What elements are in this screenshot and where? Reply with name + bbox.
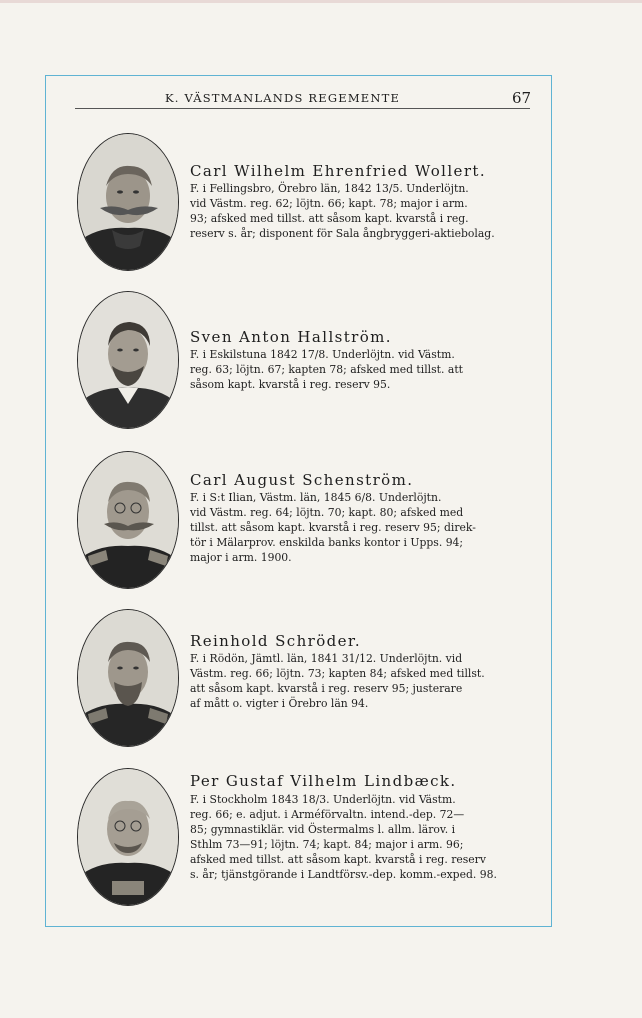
bio-line: tör i Mälarprov. enskilda banks kontor i Upps. 94;	[190, 536, 464, 549]
portrait-photo	[77, 133, 179, 271]
portrait-photo	[77, 609, 179, 747]
running-header-title: K. VÄSTMANLANDS REGEMENTE	[165, 91, 401, 105]
person-name: Carl August Schenström.	[190, 471, 414, 489]
bio-line: major i arm. 1900.	[190, 551, 292, 564]
bio-line: reg. 66; e. adjut. i Arméförvaltn. intend.-dep. 72—	[190, 808, 465, 821]
header-rule	[75, 108, 530, 109]
portrait-photo-icon	[78, 292, 178, 428]
person-name: Reinhold Schröder.	[190, 632, 361, 650]
bio-line: F. i Rödön, Jämtl. län, 1841 31/12. Underlöjtn. vid	[190, 652, 463, 665]
bio-line: F. i Stockholm 1843 18/3. Underlöjtn. vid Västm.	[190, 793, 456, 806]
bio-line: F. i Fellingsbro, Örebro län, 1842 13/5. Underlöjtn.	[190, 182, 469, 195]
bio-line: F. i S:t Ilian, Västm. län, 1845 6/8. Underlöjtn.	[190, 491, 442, 504]
portrait-photo	[77, 768, 179, 906]
portrait-photo	[77, 451, 179, 589]
person-name: Per Gustaf Vilhelm Lindbæck.	[190, 772, 457, 790]
biography-text	[190, 347, 532, 392]
bio-line: såsom kapt. kvarstå i reg. reserv 95.	[190, 378, 391, 391]
bio-line: vid Västm. reg. 64; löjtn. 70; kapt. 80; afsked med	[190, 506, 464, 519]
bio-line: s. år; tjänstgörande i Landtförsv.-dep. komm.-exped. 98.	[190, 868, 497, 881]
bio-line: att såsom kapt. kvarstå i reg. reserv 95; justerare	[190, 682, 463, 695]
biography-text	[190, 490, 532, 565]
biography-text	[190, 651, 532, 711]
biography-text	[190, 181, 532, 241]
portrait-photo-icon	[78, 769, 178, 905]
person-name: Sven Anton Hallström.	[190, 328, 392, 346]
portrait-photo-icon	[78, 134, 178, 270]
bio-line: F. i Eskilstuna 1842 17/8. Underlöjtn. vid Västm.	[190, 348, 455, 361]
biography-text	[190, 792, 532, 882]
bio-line: afsked med tillst. att såsom kapt. kvarstå i reg. reserv	[190, 853, 486, 866]
bio-line: reg. 63; löjtn. 67; kapten 78; afsked med tillst. att	[190, 363, 463, 376]
bio-line: 85; gymnastiklär. vid Östermalms l. allm. lärov. i	[190, 823, 456, 836]
portrait-photo	[77, 291, 179, 429]
portrait-photo-icon	[78, 452, 178, 588]
bio-line: tillst. att såsom kapt. kvarstå i reg. reserv 95; direk-	[190, 521, 476, 534]
bio-line: af mått o. vigter i Örebro län 94.	[190, 697, 369, 710]
bio-line: reserv s. år; disponent för Sala ångbryggeri-aktiebolag.	[190, 227, 495, 240]
bio-line: 93; afsked med tillst. att såsom kapt. kvarstå i reg.	[190, 212, 469, 225]
person-name: Carl Wilhelm Ehrenfried Wollert.	[190, 162, 486, 180]
bio-line: vid Västm. reg. 62; löjtn. 66; kapt. 78; major i arm.	[190, 197, 468, 210]
page-number: 67	[512, 89, 532, 107]
bio-line: Sthlm 73—91; löjtn. 74; kapt. 84; major i arm. 96;	[190, 838, 464, 851]
portrait-photo-icon	[78, 610, 178, 746]
bio-line: Västm. reg. 66; löjtn. 73; kapten 84; afsked med tillst.	[190, 667, 485, 680]
page-edge	[0, 0, 642, 3]
